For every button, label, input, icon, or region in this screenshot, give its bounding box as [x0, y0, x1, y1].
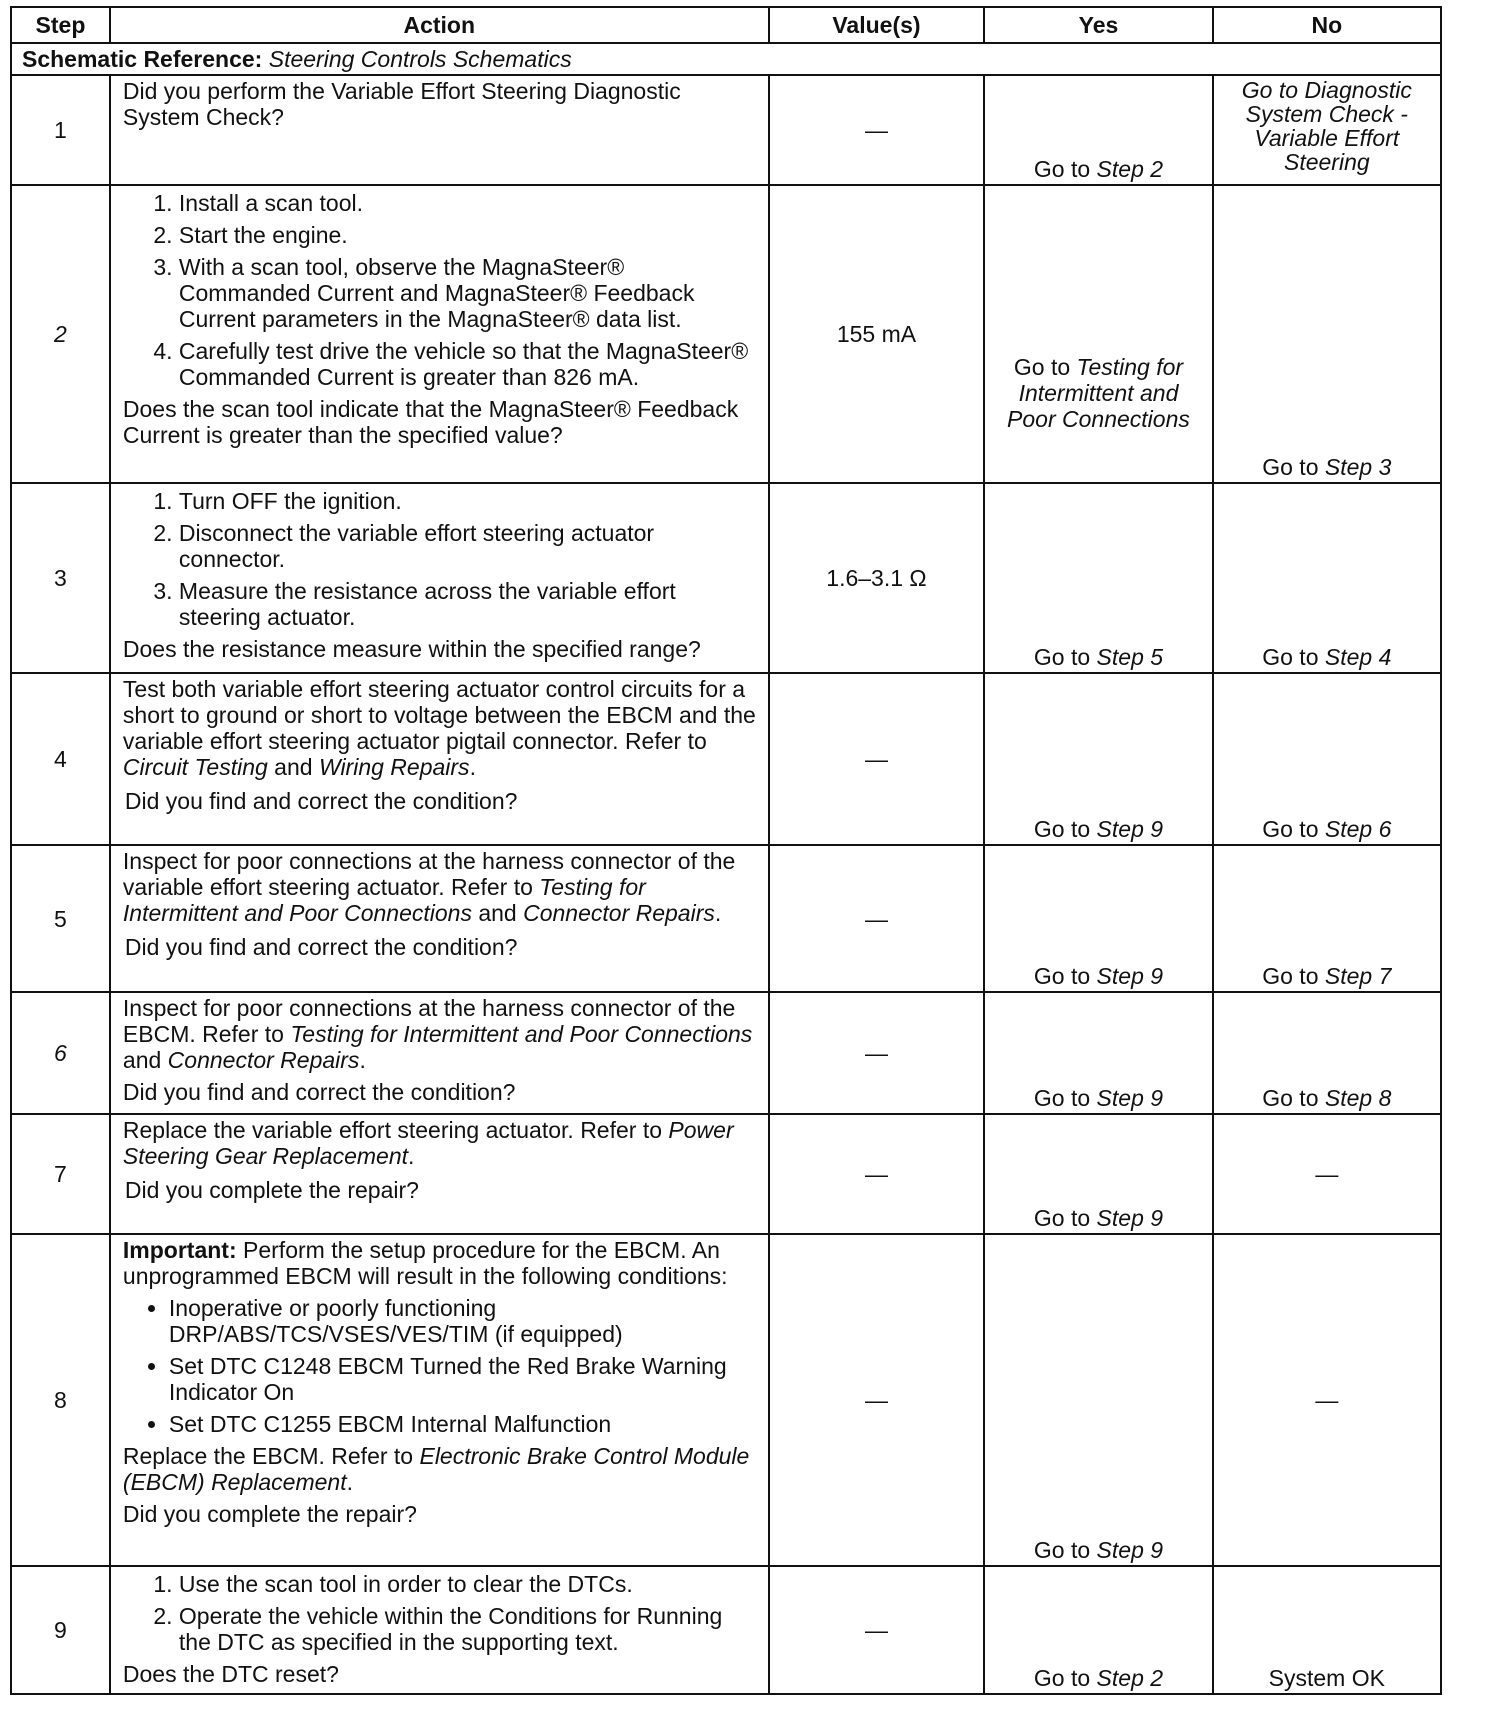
yes-goto: Go to	[1033, 816, 1091, 842]
action-body: Replace the EBCM. Refer to	[122, 1443, 414, 1469]
action-cell	[110, 673, 769, 845]
value-cell: —	[769, 673, 985, 845]
yes-cell	[984, 185, 1212, 483]
schematic-ref: Steering Controls Schematics	[268, 46, 572, 72]
yes-ref: Step 9	[1096, 1537, 1164, 1563]
action-text: Replace the EBCM. Refer to Electronic Brake Control Module (EBCM) Replacement.	[122, 1443, 750, 1495]
action-text: Test both variable effort steering actuator control circuits for a short to ground or short to voltage between the EBCM and the variable effort steering actuator pigtail connector. Refer to Circuit Testing and Wiring Repairs.	[122, 676, 756, 780]
no-ref: Step 6	[1324, 816, 1392, 842]
value-cell: —	[769, 1566, 985, 1694]
table-row	[11, 1566, 1441, 1694]
step-number: 4	[11, 673, 110, 845]
no-cell	[1213, 845, 1441, 992]
no-ref: Step 4	[1324, 644, 1392, 670]
yes-ref: Testing for Intermittent and Poor Connections	[1007, 354, 1190, 432]
schematic-label: Schematic Reference:	[22, 46, 263, 72]
action-ref: Power Steering Gear Replacement	[122, 1117, 734, 1169]
action-ref: Testing for Intermittent and Poor Connections	[290, 1021, 753, 1047]
action-ref: Connector Repairs	[523, 900, 715, 926]
action-question: Did you complete the repair?	[122, 1501, 417, 1527]
step-number: 5	[11, 845, 110, 992]
header-step: Step	[11, 7, 110, 43]
no-goto: Go to	[1262, 1085, 1319, 1111]
action-question: Did you find and correct the condition?	[122, 1079, 516, 1105]
list-item: 2. Operate the vehicle within the Conditions for Running the DTC as specified in the supporting text.	[179, 1603, 758, 1655]
no-cell: —	[1213, 1114, 1441, 1234]
list-item: 1. Turn OFF the ignition.	[179, 488, 758, 514]
diagnostic-table	[10, 6, 1442, 1695]
yes-cell	[984, 1114, 1212, 1234]
no-ref: Step 8	[1324, 1085, 1392, 1111]
action-steps	[123, 1571, 758, 1655]
step-number: 9	[11, 1566, 110, 1694]
no-cell	[1213, 673, 1441, 845]
step-number: 6	[11, 992, 110, 1114]
action-steps	[123, 488, 758, 630]
yes-goto: Go to	[1033, 1085, 1091, 1111]
schematic-reference	[11, 43, 1441, 75]
list-item: 1. Install a scan tool.	[179, 190, 758, 216]
action-steps	[123, 190, 758, 390]
no-cell	[1213, 483, 1441, 673]
yes-goto: Go to	[1033, 1665, 1091, 1691]
action-body: Replace the variable effort steering actuator. Refer to	[122, 1117, 663, 1143]
action-cell	[110, 75, 769, 185]
no-cell: Go to Diagnostic System Check - Variable Effort Steering	[1213, 75, 1441, 185]
header-no: No	[1213, 7, 1441, 43]
step-number: 2	[11, 185, 110, 483]
table-row	[11, 673, 1441, 845]
action-ref: Electronic Brake Control Module (EBCM) Replacement	[122, 1443, 750, 1495]
no-ref: Step 7	[1324, 963, 1392, 989]
important-text: Perform the setup procedure for the EBCM. An unprogrammed EBCM will result in the following conditions:	[122, 1237, 728, 1289]
action-text: Replace the variable effort steering actuator. Refer to Power Steering Gear Replacement.	[122, 1117, 734, 1169]
list-item: 3. With a scan tool, observe the MagnaSteer® Commanded Current and MagnaSteer® Feedback Current parameters in the MagnaSteer® data list.	[179, 254, 758, 332]
step-number: 8	[11, 1234, 110, 1566]
yes-goto: Go to	[1033, 1205, 1091, 1231]
list-item: 3. Measure the resistance across the variable effort steering actuator.	[179, 578, 758, 630]
table-row	[11, 75, 1441, 185]
table-row	[11, 845, 1441, 992]
value-cell: —	[769, 845, 985, 992]
no-goto: Go to	[1262, 454, 1319, 480]
step-number: 7	[11, 1114, 110, 1234]
yes-ref: Step 9	[1096, 1205, 1164, 1231]
action-ref: Testing for Intermittent and Poor Connections	[122, 874, 646, 926]
yes-ref: Step 9	[1096, 963, 1164, 989]
action-question: Did you complete the repair?	[124, 1177, 419, 1203]
action-body: Inspect for poor connections at the harness connector of the EBCM. Refer to	[122, 995, 736, 1047]
list-item: • Set DTC C1248 EBCM Turned the Red Brake Warning Indicator On	[169, 1353, 758, 1405]
action-question: Does the scan tool indicate that the MagnaSteer® Feedback Current is greater than the specified value?	[122, 396, 739, 448]
yes-goto: Go to	[1033, 644, 1091, 670]
action-ref: Wiring Repairs	[318, 754, 470, 780]
action-conj: and	[478, 900, 517, 926]
action-conj: and	[274, 754, 313, 780]
action-cell	[110, 1114, 769, 1234]
value-cell: —	[769, 75, 985, 185]
list-item: • Inoperative or poorly functioning DRP/ABS/TCS/VSES/VES/TIM (if equipped)	[169, 1295, 758, 1347]
yes-cell	[984, 1566, 1212, 1694]
action-conj: and	[122, 1047, 162, 1073]
yes-cell	[984, 1234, 1212, 1566]
step-number: 1	[11, 75, 110, 185]
header-action: Action	[110, 7, 769, 43]
list-item: 1. Use the scan tool in order to clear the DTCs.	[179, 1571, 758, 1597]
list-item: 4. Carefully test drive the vehicle so that the MagnaSteer® Commanded Current is greater than 826 mA.	[179, 338, 758, 390]
list-item: 2. Start the engine.	[179, 222, 758, 248]
action-cell	[110, 845, 769, 992]
yes-cell	[984, 992, 1212, 1114]
action-cell	[110, 992, 769, 1114]
yes-cell	[984, 483, 1212, 673]
value-cell: —	[769, 1234, 985, 1566]
value-cell: 1.6–3.1 Ω	[769, 483, 985, 673]
header-values: Value(s)	[769, 7, 985, 43]
action-question: Does the DTC reset?	[122, 1661, 339, 1687]
action-body: Inspect for poor connections at the harness connector of the variable effort steering actuator. Refer to	[122, 848, 736, 900]
table-row	[11, 483, 1441, 673]
yes-ref: Step 5	[1096, 644, 1164, 670]
schematic-row	[11, 43, 1441, 75]
action-cell	[110, 185, 769, 483]
table-row	[11, 1234, 1441, 1566]
important-label: Important:	[122, 1237, 237, 1263]
header-row	[11, 7, 1441, 43]
value-cell: —	[769, 1114, 985, 1234]
no-ref: Step 3	[1324, 454, 1392, 480]
action-question: Did you find and correct the condition?	[124, 934, 518, 960]
action-text: Did you perform the Variable Effort Steering Diagnostic System Check?	[122, 78, 681, 130]
yes-goto: Go to	[1033, 963, 1091, 989]
action-cell	[110, 1234, 769, 1566]
table-row	[11, 1114, 1441, 1234]
yes-goto: Go to	[1033, 156, 1091, 182]
action-question: Did you find and correct the condition?	[124, 788, 518, 814]
action-ref: Circuit Testing	[122, 754, 268, 780]
yes-goto: Go to	[1033, 1537, 1091, 1563]
yes-ref: Step 2	[1096, 1665, 1164, 1691]
yes-ref: Step 2	[1096, 156, 1164, 182]
table-row	[11, 992, 1441, 1114]
condition-list	[123, 1295, 758, 1437]
no-goto: Go to	[1262, 963, 1319, 989]
list-item: • Set DTC C1255 EBCM Internal Malfunction	[169, 1411, 758, 1437]
yes-goto: Go to	[1013, 354, 1071, 380]
no-goto: Go to	[1262, 644, 1319, 670]
yes-ref: Step 9	[1096, 816, 1164, 842]
action-ref: Connector Repairs	[167, 1047, 360, 1073]
no-goto: Go to	[1262, 816, 1319, 842]
yes-cell	[984, 75, 1212, 185]
no-cell: —	[1213, 1234, 1441, 1566]
list-item: 2. Disconnect the variable effort steering actuator connector.	[179, 520, 758, 572]
important-note	[123, 1237, 758, 1289]
no-cell	[1213, 992, 1441, 1114]
action-question: Does the resistance measure within the specified range?	[122, 636, 701, 662]
action-body: Test both variable effort steering actuator control circuits for a short to ground or short to voltage between the EBCM and the variable effort steering actuator pigtail connector. Refer to	[122, 676, 756, 754]
yes-cell	[984, 673, 1212, 845]
table-row	[11, 185, 1441, 483]
value-cell: 155 mA	[769, 185, 985, 483]
header-yes: Yes	[984, 7, 1212, 43]
action-cell	[110, 1566, 769, 1694]
yes-cell	[984, 845, 1212, 992]
step-number: 3	[11, 483, 110, 673]
action-text: Inspect for poor connections at the harness connector of the variable effort steering actuator. Refer to Testing for Intermittent and Poor Connections and Connector Repairs.	[122, 848, 736, 926]
no-cell: System OK	[1213, 1566, 1441, 1694]
action-cell	[110, 483, 769, 673]
value-cell: —	[769, 992, 985, 1114]
yes-ref: Step 9	[1096, 1085, 1164, 1111]
action-text: Inspect for poor connections at the harness connector of the EBCM. Refer to Testing for Intermittent and Poor Connections and Connector Repairs.	[122, 995, 753, 1073]
no-cell	[1213, 185, 1441, 483]
